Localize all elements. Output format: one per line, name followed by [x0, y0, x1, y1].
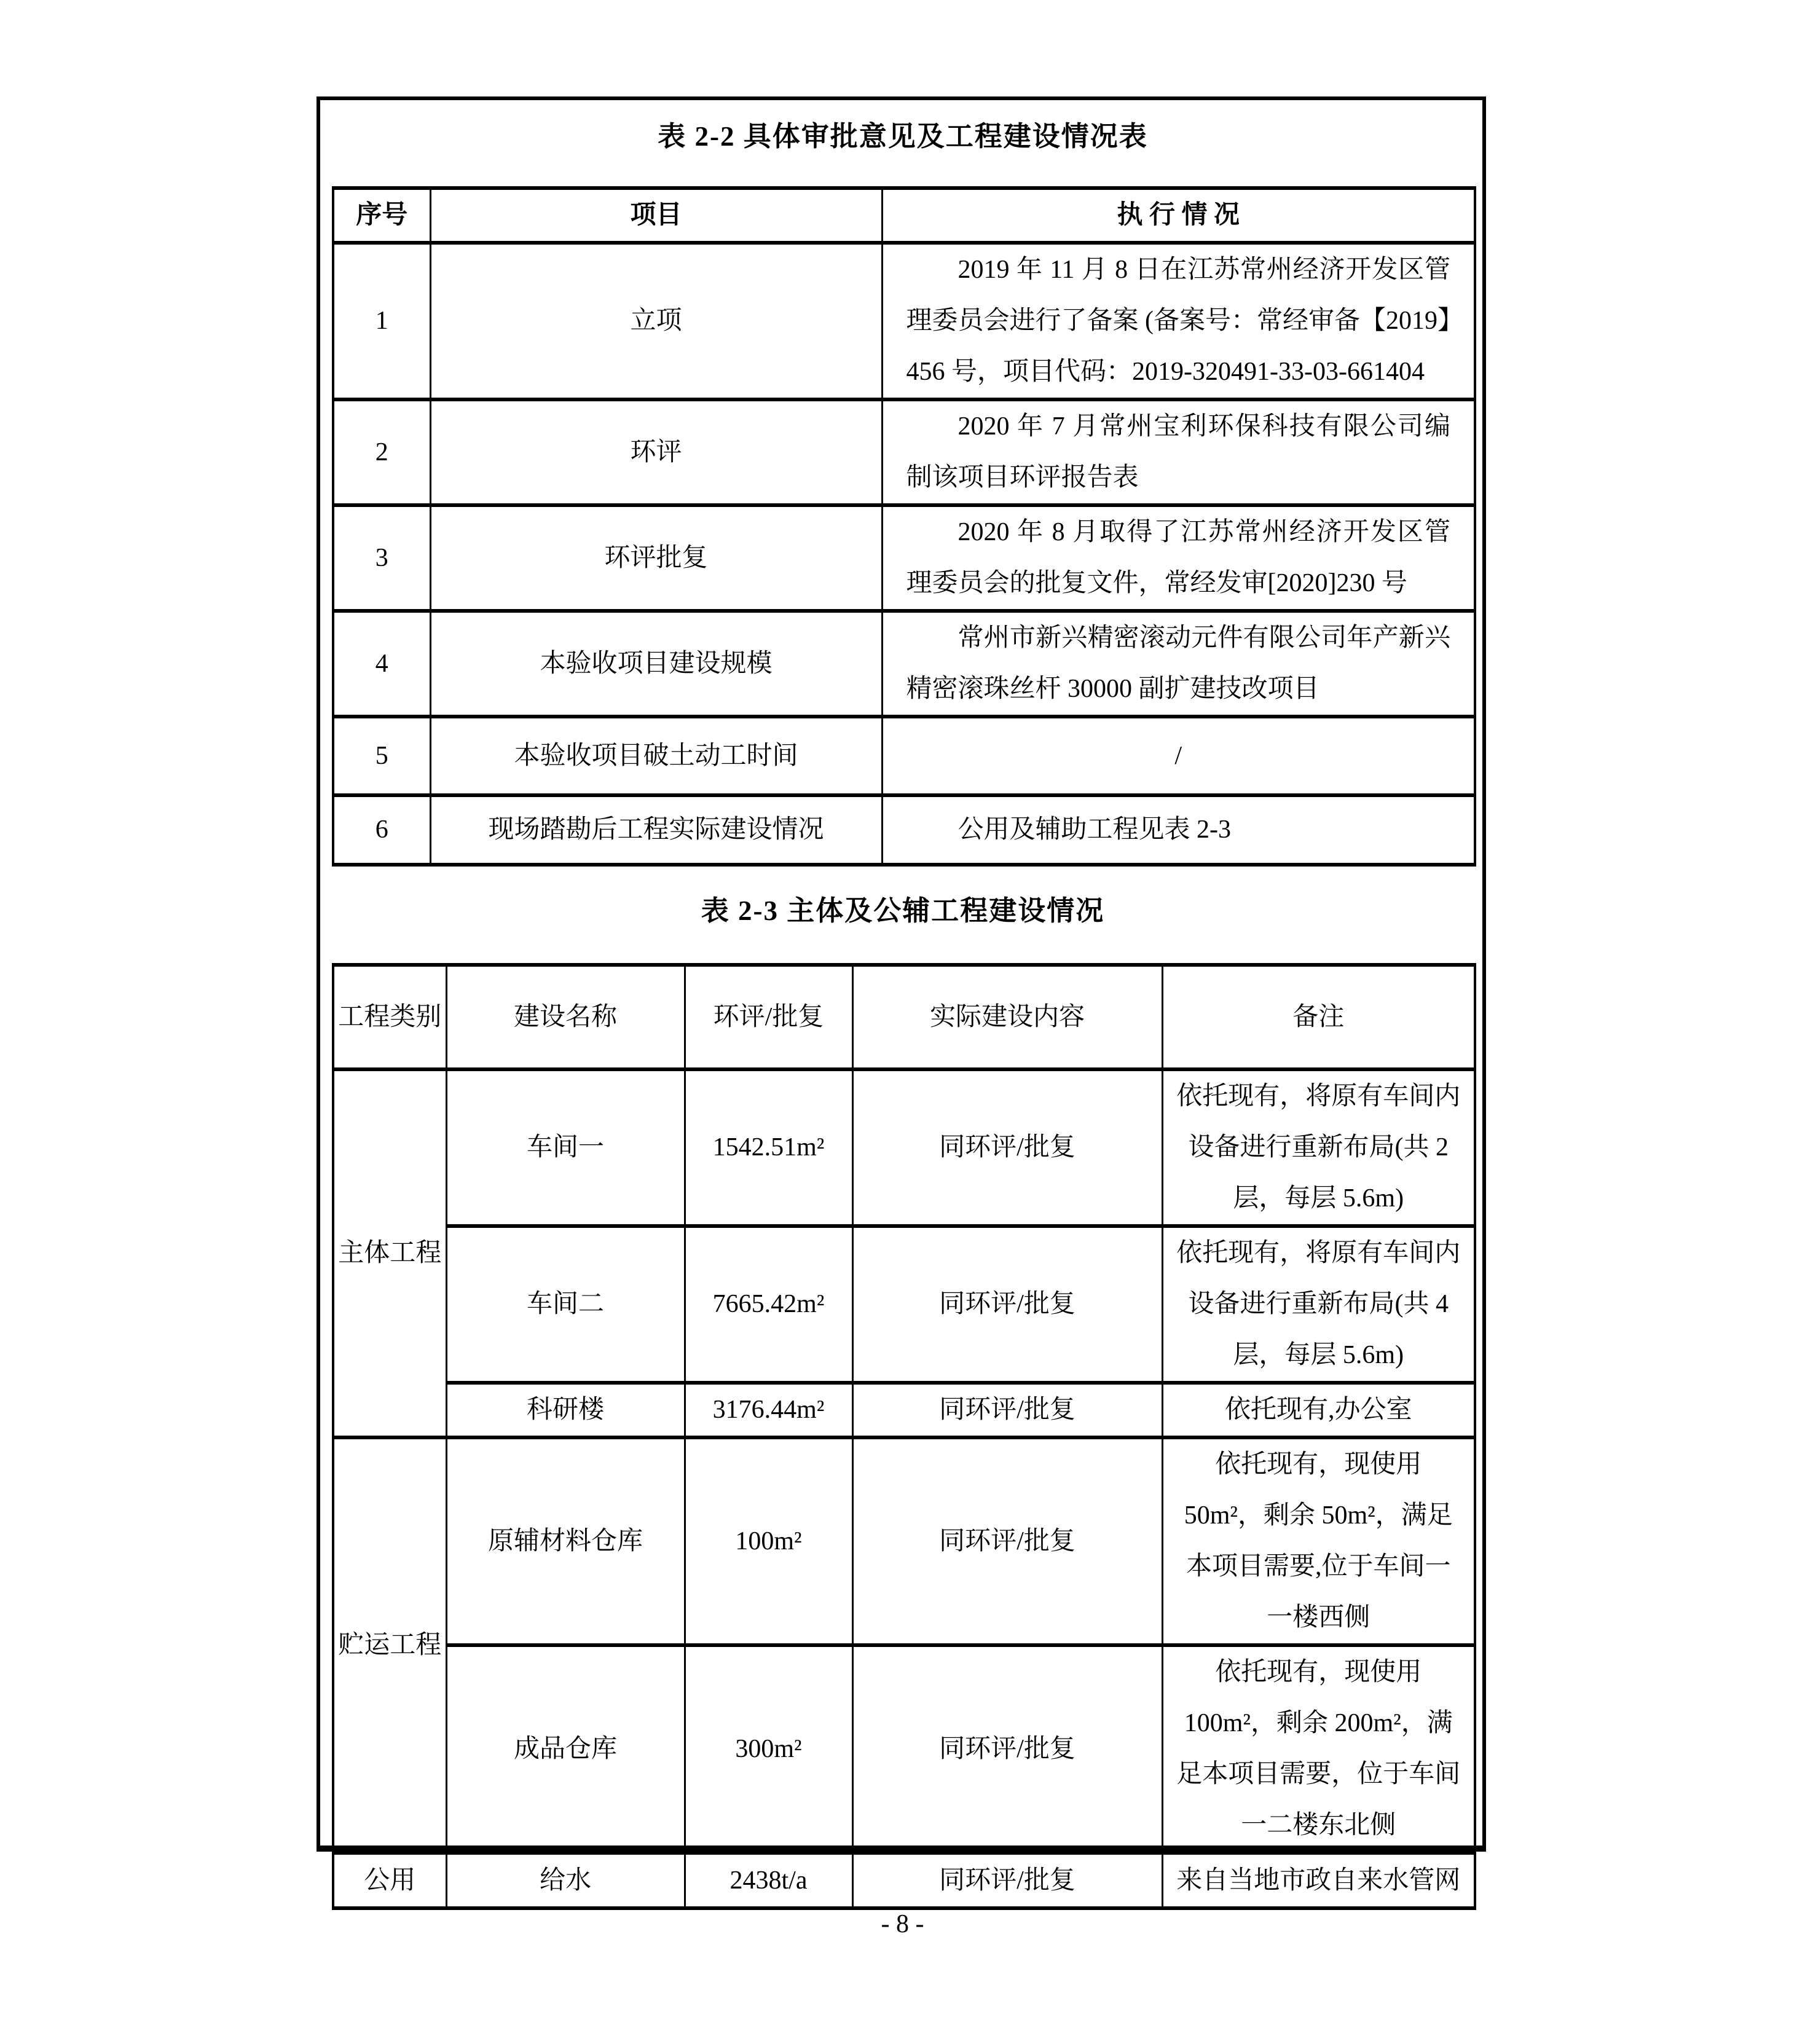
t23-row3-remark: 依托现有,办公室: [1162, 1383, 1475, 1437]
t22-row3-seq: 3: [333, 505, 430, 611]
t23-row2-name: 车间二: [446, 1226, 685, 1383]
t22-row2-status: 2020 年 7 月常州宝利环保科技有限公司编制该项目环评报告表: [882, 399, 1475, 505]
table-row: [333, 399, 1475, 505]
table-2-3: [332, 963, 1476, 1910]
t22-row5-item: 本验收项目破土动工时间: [430, 717, 882, 795]
t22-row1-seq: 1: [333, 243, 430, 399]
table-2-2: [332, 186, 1476, 867]
t22-row6-item: 现场踏勘后工程实际建设情况: [430, 795, 882, 865]
t23-row6-remark: 来自当地市政自来水管网: [1162, 1853, 1475, 1908]
t22-row4-seq: 4: [333, 611, 430, 717]
table-row: [333, 1383, 1475, 1437]
t23-header-category: 工程类别: [333, 965, 446, 1069]
table-row: [333, 1069, 1475, 1226]
table-row: [333, 243, 1475, 399]
t23-row2-eia: 7665.42m²: [685, 1226, 852, 1383]
t22-row2-seq: 2: [333, 399, 430, 505]
t23-row2-remark: 依托现有，将原有车间内设备进行重新布局(共 4 层，每层 5.6m): [1162, 1226, 1475, 1383]
table-row: [333, 1437, 1475, 1645]
t22-row3-status: 2020 年 8 月取得了江苏常州经济开发区管理委员会的批复文件，常经发审[2020]230 号: [882, 505, 1475, 611]
t22-header-status: 执 行 情 况: [882, 188, 1475, 243]
table-2-2-title: 表 2-2 具体审批意见及工程建设情况表: [658, 121, 1148, 152]
t23-row4-name: 原辅材料仓库: [446, 1437, 685, 1645]
table-2-3-title: 表 2-3 主体及公辅工程建设情况: [701, 895, 1105, 926]
t23-row6-actual: 同环评/批复: [852, 1853, 1162, 1908]
t23-row3-eia: 3176.44m²: [685, 1383, 852, 1437]
t22-header-seq: 序号: [333, 188, 430, 243]
t23-header-eia: 环评/批复: [685, 965, 852, 1069]
t22-row5-status: /: [882, 717, 1475, 795]
t23-header-name: 建设名称: [446, 965, 685, 1069]
t23-category-main: 主体工程: [333, 1069, 446, 1437]
t23-row1-name: 车间一: [446, 1069, 685, 1226]
t22-row5-seq: 5: [333, 717, 430, 795]
table-row: [333, 1645, 1475, 1853]
table-row: [333, 505, 1475, 611]
t23-row3-actual: 同环评/批复: [852, 1383, 1162, 1437]
page-number: - 8 -: [881, 1910, 924, 1938]
t23-row6-name: 给水: [446, 1853, 685, 1908]
t23-row4-actual: 同环评/批复: [852, 1437, 1162, 1645]
t23-row4-eia: 100m²: [685, 1437, 852, 1645]
t23-category-storage: 贮运工程: [333, 1437, 446, 1853]
t22-row4-item: 本验收项目建设规模: [430, 611, 882, 717]
t22-row3-item: 环评批复: [430, 505, 882, 611]
t22-row1-status: 2019 年 11 月 8 日在江苏常州经济开发区管理委员会进行了备案 (备案号：常经审备【2019】456 号，项目代码：2019-320491-33-03-661404: [882, 243, 1475, 399]
t23-row1-remark: 依托现有，将原有车间内设备进行重新布局(共 2 层，每层 5.6m): [1162, 1069, 1475, 1226]
t22-row6-seq: 6: [333, 795, 430, 865]
table-row: [333, 717, 1475, 795]
t23-header-actual: 实际建设内容: [852, 965, 1162, 1069]
t22-row6-status: 公用及辅助工程见表 2-3: [882, 795, 1475, 865]
t22-row4-status: 常州市新兴精密滚动元件有限公司年产新兴精密滚珠丝杆 30000 副扩建技改项目: [882, 611, 1475, 717]
t22-row1-item: 立项: [430, 243, 882, 399]
t23-category-utility: 公用: [333, 1853, 446, 1908]
t23-row1-actual: 同环评/批复: [852, 1069, 1162, 1226]
t23-row5-actual: 同环评/批复: [852, 1645, 1162, 1853]
table-row: [333, 611, 1475, 717]
table-row: [333, 1853, 1475, 1908]
t23-row5-remark: 依托现有，现使用 100m²，剩余 200m²，满足本项目需要，位于车间一二楼东北侧: [1162, 1645, 1475, 1853]
t23-row4-remark: 依托现有，现使用 50m²，剩余 50m²，满足本项目需要,位于车间一一楼西侧: [1162, 1437, 1475, 1645]
table-row: [333, 1226, 1475, 1383]
table-row: [333, 795, 1475, 865]
t23-row1-eia: 1542.51m²: [685, 1069, 852, 1226]
t23-row6-eia: 2438t/a: [685, 1853, 852, 1908]
t23-header-remark: 备注: [1162, 965, 1475, 1069]
t23-row3-name: 科研楼: [446, 1383, 685, 1437]
t22-row2-item: 环评: [430, 399, 882, 505]
t22-header-item: 项目: [430, 188, 882, 243]
t23-row2-actual: 同环评/批复: [852, 1226, 1162, 1383]
t23-row5-name: 成品仓库: [446, 1645, 685, 1853]
t23-row5-eia: 300m²: [685, 1645, 852, 1853]
